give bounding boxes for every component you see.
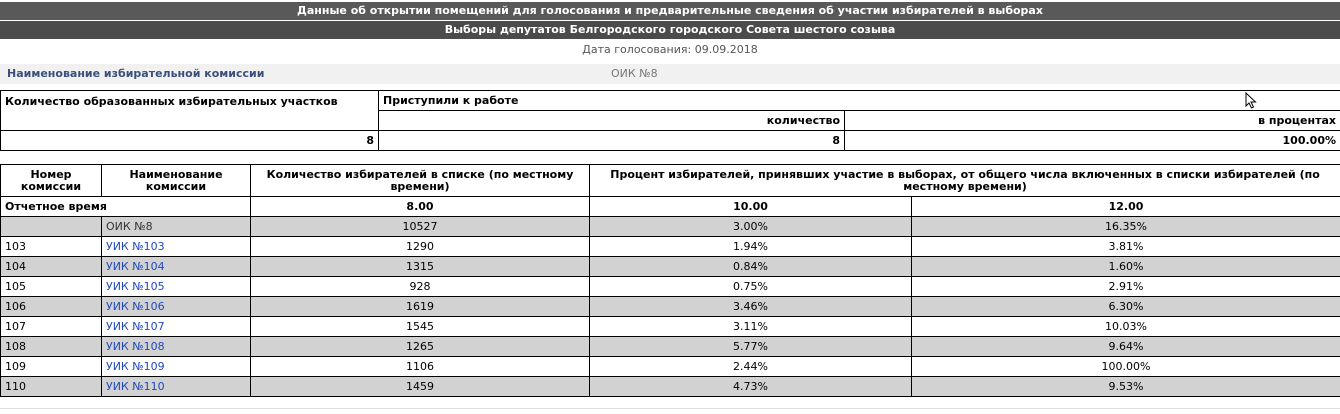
row-name-link[interactable]: УИК №108: [106, 340, 165, 353]
row-percent-10: 5.77%: [590, 337, 912, 357]
page-title: Данные об открытии помещений для голосования и предварительные сведения об участии избирателей в выборах: [0, 2, 1340, 20]
row-percent-12: 9.53%: [912, 377, 1340, 397]
row-number: 109: [1, 357, 102, 377]
table-row: [1, 257, 1340, 277]
row-number: 104: [1, 257, 102, 277]
row-number: 108: [1, 337, 102, 357]
commission-label: Наименование избирательной комиссии: [7, 67, 265, 80]
bottom-divider: [0, 408, 1340, 409]
row-percent-12: 16.35%: [912, 217, 1340, 237]
row-number: 106: [1, 297, 102, 317]
table-row: [1, 317, 1340, 337]
row-name-link[interactable]: УИК №109: [106, 360, 165, 373]
table-row: [1, 217, 1340, 237]
row-percent-12: 6.30%: [912, 297, 1340, 317]
table-row: [1, 297, 1340, 317]
header-commission-number: Номер комиссии: [1, 165, 102, 197]
started-header: Приступили к работе: [379, 91, 1340, 111]
row-percent-12: 100.00%: [912, 357, 1340, 377]
row-name-link[interactable]: УИК №110: [106, 380, 165, 393]
table-row: [1, 277, 1340, 297]
report-time-3: 12.00: [912, 197, 1340, 217]
row-percent-10: 2.44%: [590, 357, 912, 377]
row-percent-10: 0.84%: [590, 257, 912, 277]
row-percent-12: 3.81%: [912, 237, 1340, 257]
table-row: [1, 377, 1340, 397]
row-number: 103: [1, 237, 102, 257]
table-row: [1, 237, 1340, 257]
row-voters: 10527: [251, 217, 590, 237]
row-percent-10: 0.75%: [590, 277, 912, 297]
turnout-table: [0, 164, 1340, 397]
row-voters: 928: [251, 277, 590, 297]
percent-value: 100.00%: [845, 131, 1340, 151]
row-percent-12: 10.03%: [912, 317, 1340, 337]
row-voters: 1265: [251, 337, 590, 357]
row-percent-10: 3.11%: [590, 317, 912, 337]
report-time-1: 8.00: [251, 197, 590, 217]
commission-row: [0, 64, 1340, 84]
header-commission-name: Наименование комиссии: [102, 165, 251, 197]
header-voters-count: Количество избирателей в списке (по местному времени): [251, 165, 590, 197]
voting-date: Дата голосования: 09.09.2018: [582, 43, 758, 56]
summary-table: [0, 90, 1340, 151]
count-header: количество: [379, 111, 845, 131]
row-percent-10: 3.46%: [590, 297, 912, 317]
row-voters: 1545: [251, 317, 590, 337]
row-name-link[interactable]: УИК №104: [106, 260, 165, 273]
table-row: [1, 337, 1340, 357]
row-name-link[interactable]: УИК №103: [106, 240, 165, 253]
row-number: 110: [1, 377, 102, 397]
row-number: 105: [1, 277, 102, 297]
mouse-cursor-icon: [1245, 92, 1257, 109]
percent-header: в процентах: [845, 111, 1340, 131]
row-voters: 1290: [251, 237, 590, 257]
row-percent-10: 3.00%: [590, 217, 912, 237]
row-voters: 1106: [251, 357, 590, 377]
row-name: ОИК №8: [102, 217, 251, 237]
report-time-label: Отчетное время: [1, 197, 251, 217]
election-title: Выборы депутатов Белгородского городского Совета шестого созыва: [0, 21, 1340, 39]
row-name-link[interactable]: УИК №105: [106, 280, 165, 293]
row-name-link[interactable]: УИК №106: [106, 300, 165, 313]
row-percent-10: 1.94%: [590, 237, 912, 257]
header-turnout-percent: Процент избирателей, принявших участие в выборах, от общего числа включенных в списки избирателей (по местному времени): [590, 165, 1340, 197]
row-voters: 1619: [251, 297, 590, 317]
report-time-2: 10.00: [590, 197, 912, 217]
row-name-link[interactable]: УИК №107: [106, 320, 165, 333]
row-number: [1, 217, 102, 237]
row-percent-12: 1.60%: [912, 257, 1340, 277]
precincts-header: Количество образованных избирательных участков: [1, 91, 379, 131]
row-voters: 1459: [251, 377, 590, 397]
row-percent-12: 9.64%: [912, 337, 1340, 357]
count-value: 8: [379, 131, 845, 151]
row-percent-10: 4.73%: [590, 377, 912, 397]
row-percent-12: 2.91%: [912, 277, 1340, 297]
precincts-value: 8: [1, 131, 379, 151]
row-number: 107: [1, 317, 102, 337]
commission-value: ОИК №8: [611, 67, 658, 80]
table-row: [1, 357, 1340, 377]
row-voters: 1315: [251, 257, 590, 277]
